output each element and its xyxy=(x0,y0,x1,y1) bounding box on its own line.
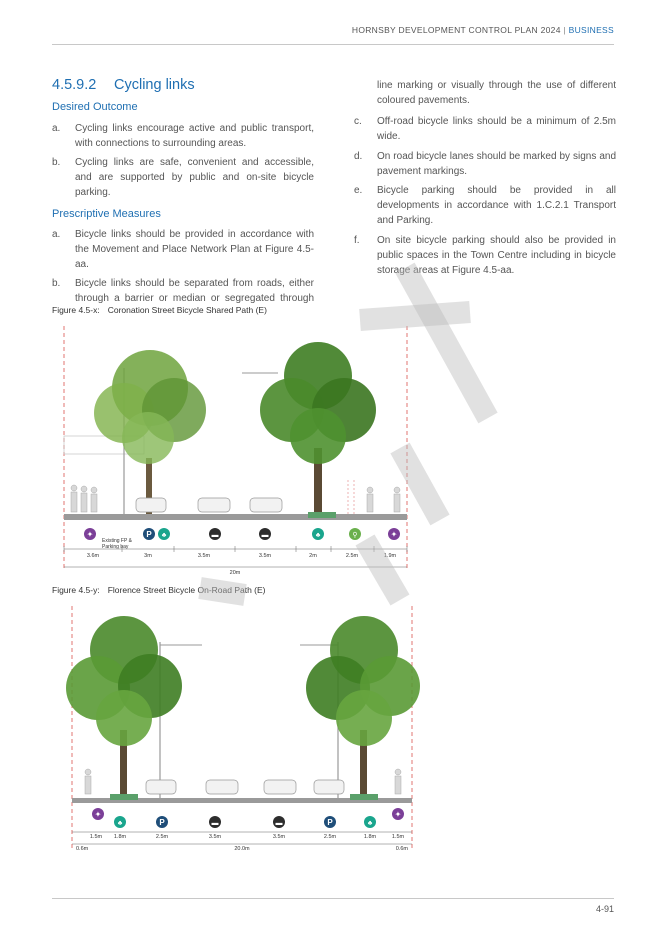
measure-item-b-part2 xyxy=(354,78,616,108)
measure-item-f xyxy=(354,233,616,278)
measure-item-d xyxy=(354,149,616,179)
planter-bed xyxy=(308,512,336,518)
dim-label: 3m xyxy=(144,553,152,559)
svg-text:✦: ✦ xyxy=(86,530,94,539)
figure-x-caption xyxy=(52,305,267,315)
dim-label: 3.5m xyxy=(272,834,286,840)
total-dimension-label: 20.0m xyxy=(234,846,250,852)
edge-left-label: 0.6m xyxy=(76,846,89,852)
planter-bed xyxy=(350,794,378,800)
item-label: a. xyxy=(52,123,61,134)
dim-label: 1.9m xyxy=(383,553,397,559)
svg-text:P: P xyxy=(146,530,152,539)
dim-label: 3.5m xyxy=(197,553,211,559)
figure-y-street-section xyxy=(52,600,424,856)
item-label: d. xyxy=(354,151,363,162)
measure-item-b-part1 xyxy=(52,276,314,306)
item-text: Bicycle parking should be provided in all developments in accordance with 1.C.2.1 Transport and Parking. xyxy=(377,185,616,226)
header-separator: | xyxy=(563,25,566,35)
item-text: Cycling links encourage active and public transport, with connections to surrounding areas. xyxy=(75,123,314,149)
svg-text:✦: ✦ xyxy=(94,810,102,819)
outcome-item-a xyxy=(52,121,314,151)
svg-text:▬: ▬ xyxy=(211,532,219,539)
item-text: Bicycle links should be separated from roads, either through a barrier or median or segregated through xyxy=(75,278,314,304)
dim-label: 2.5m xyxy=(155,834,169,840)
svg-text:▬: ▬ xyxy=(275,820,283,827)
footer-rule xyxy=(52,898,614,899)
running-header xyxy=(352,25,614,35)
svg-text:✦: ✦ xyxy=(390,530,398,539)
svg-text:▬: ▬ xyxy=(211,820,219,827)
section-heading xyxy=(52,77,195,93)
item-label: a. xyxy=(52,229,61,240)
total-dimension-label: 20m xyxy=(229,570,241,576)
measure-item-c xyxy=(354,114,616,144)
outcome-item-b xyxy=(52,155,314,200)
dim-label: 1.5m xyxy=(89,834,103,840)
header-rule xyxy=(52,44,614,45)
svg-text:♣: ♣ xyxy=(117,820,123,827)
parking-note-2: Parking bay xyxy=(102,544,129,550)
figure-y-title: Florence Street Bicycle On-Road Path (E) xyxy=(107,585,266,595)
dim-label: 1.5m xyxy=(391,834,405,840)
ground-profile xyxy=(64,514,407,520)
svg-text:♣: ♣ xyxy=(367,820,373,827)
item-text: line marking or visually through the use of different coloured pavements. xyxy=(377,80,616,106)
dim-label: 3.5m xyxy=(208,834,222,840)
dim-label: 3.6m xyxy=(86,553,100,559)
car-icons xyxy=(136,498,282,512)
figure-x-title: Coronation Street Bicycle Shared Path (E) xyxy=(107,305,267,315)
measure-item-e xyxy=(354,183,616,228)
prescriptive-measures-heading: Prescriptive Measures xyxy=(52,208,161,220)
figure-y-caption xyxy=(52,585,266,595)
dim-label: 2.5m xyxy=(345,553,359,559)
dim-label: 2m xyxy=(309,553,317,559)
svg-text:✦: ✦ xyxy=(394,810,402,819)
item-text: Off-road bicycle links should be a minimum of 2.5m wide. xyxy=(377,116,616,142)
svg-text:♣: ♣ xyxy=(315,532,321,539)
dim-label: 1.8m xyxy=(113,834,127,840)
dim-label: 1.8m xyxy=(363,834,377,840)
dim-label: 3.5m xyxy=(258,553,272,559)
figure-x-label: Figure 4.5-x: xyxy=(52,305,100,315)
item-label: e. xyxy=(354,185,363,196)
item-text: On site bicycle parking should also be provided in public spaces in the Town Centre including in bicycle storage areas at Figure 4.5-aa. xyxy=(377,235,616,276)
pedestrians-left xyxy=(71,485,97,512)
parking-note-1: Existing FP & xyxy=(102,538,132,544)
planter-bed xyxy=(110,794,138,800)
item-label: c. xyxy=(354,116,362,127)
section-name: BUSINESS xyxy=(568,25,614,35)
svg-text:P: P xyxy=(327,818,333,827)
svg-text:⚲: ⚲ xyxy=(352,532,358,539)
item-text: On road bicycle lanes should be marked by signs and pavement markings. xyxy=(377,151,616,177)
item-text: Bicycle links should be provided in accordance with the Movement and Place Network Plan at Figure 4.5-aa. xyxy=(75,229,314,270)
figure-x-street-section xyxy=(52,318,424,580)
item-text: Cycling links are safe, convenient and accessible, and are supported by public and on-site bicycle parking. xyxy=(75,157,314,198)
item-label: b. xyxy=(52,157,61,168)
desired-outcome-heading: Desired Outcome xyxy=(52,101,138,113)
page-number: 4-91 xyxy=(595,904,614,914)
section-title: Cycling links xyxy=(114,77,195,93)
svg-text:P: P xyxy=(159,818,165,827)
item-label: f. xyxy=(354,235,360,246)
svg-text:▬: ▬ xyxy=(261,532,269,539)
section-number: 4.5.9.2 xyxy=(52,77,97,93)
svg-text:♣: ♣ xyxy=(161,532,167,539)
dim-label: 2.5m xyxy=(323,834,337,840)
edge-right-label: 0.6m xyxy=(395,846,408,852)
measure-item-a xyxy=(52,227,314,272)
item-label: b. xyxy=(52,278,61,289)
figure-y-label: Figure 4.5-y: xyxy=(52,585,100,595)
document-title: HORNSBY DEVELOPMENT CONTROL PLAN 2024 xyxy=(351,25,561,35)
